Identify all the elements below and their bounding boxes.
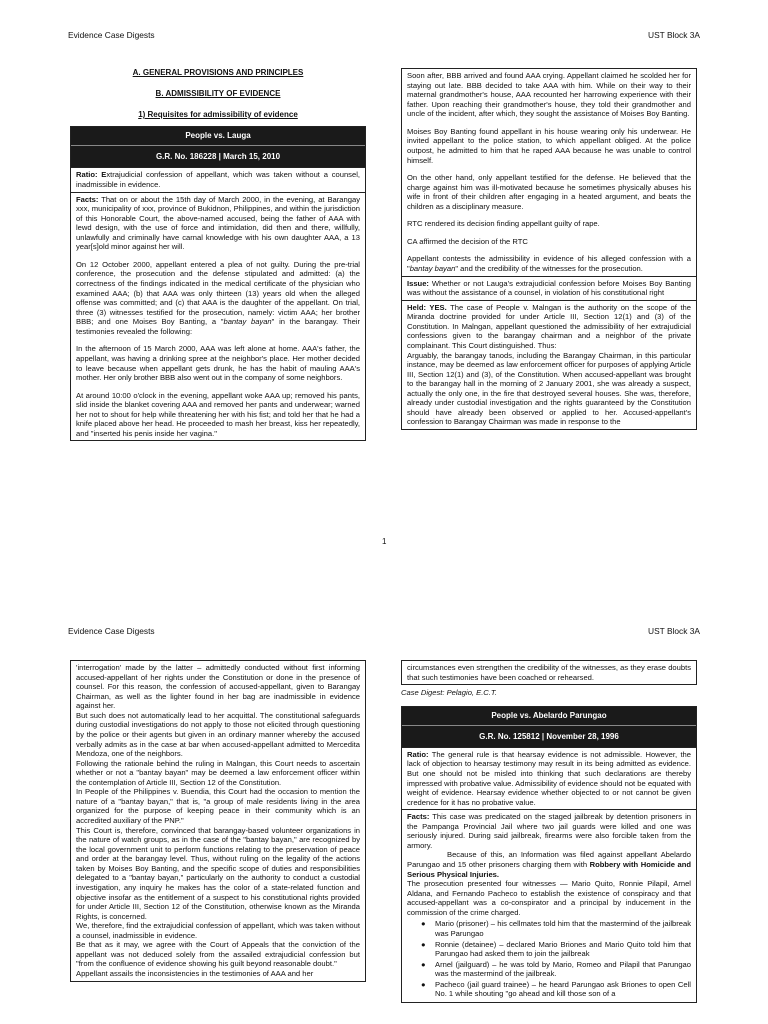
held-cont-para-8: Appellant assails the inconsistencies in the testimonies of AAA and her (76, 969, 314, 978)
held-cont-para-1: 'interrogation' made by the latter – admittedly conducted without first informing accused-appellant of her rights under the Constitution or done in the presence of counsel. For this reason, the confession of accused-appellant, given to Barangay Chairman, as well as the lighter found in her bag are inadmissible in evidence against her. (76, 663, 360, 711)
held-para-1: The case of People v. Malngan is the authority on the scope of the Miranda doctrine provided for under Article III, Section 12(1) and (3) of the Constitution. In Malngan, appellant questioned the admissibility of her extrajudicial confessions given to the barangay chairman and a neighbor of the private complainant. This Court distinguished. Thus: (407, 302, 692, 350)
narrative-para-2: Moises Boy Banting found appellant in his house wearing only his underwear. He invited appellant to the police station, to which appellant obliged. At the police outpost, he admitted to him that he raped AAA because he was unable to control himself. (407, 126, 691, 165)
facts-2-charge: Robbery with Homicide and Serious Physical Injuries. (407, 860, 692, 879)
facts-para-3: In the afternoon of 15 March 2000, AAA was left alone at home. AAA's father, the appellant, was having a drinking spree at the neighbor's place. Her mother decided to leave because when appellant gets drunk, he has the habit of mauling AAA's mother. Her only brother BBB also went out in the company of some neighbors. (76, 344, 360, 383)
running-header-left: Evidence Case Digests (68, 30, 155, 40)
facts-para-4: At around 10:00 o'clock in the evening, appellant woke AAA up; removed his pants, slid inside the blanket covering AAA and removed her pants and underwear; warned her not to shout for help while threatening her with his fist; and told her that he had a knife placed above her head. He proceeded to mash her breast, kiss her repeatedly, and "inserted his penis inside her vagina." (76, 390, 360, 438)
page-2-left-column (70, 660, 366, 982)
conclusion-text: circumstances even strengthen the credibility of the witnesses, as they erase doubts that such testimonies have been coached or rehearsed. (407, 663, 691, 682)
ratio-text-2: The general rule is that hearsay evidence is not admissible. However, the lack of objection to hearsay testimony may result in its being admitted as evidence. But one should not be misled into thinking that such declarations are thereby impressed with probative value. Admissibility of evidence should not be equated with weight of evidence. Hearsay evidence whether objected to or not cannot be given credence for it has no probative value. (407, 749, 691, 807)
held-box (401, 301, 697, 430)
narrative-para-1: Soon after, BBB arrived and found AAA crying. Appellant claimed he scolded her for staying out late. BBB decided to take AAA with him. While on their way to their maternal grandmother's house, AAA recounted her harrowing experience with their father. Upon reaching their grandmother's house, they told their grandmother and uncle of the incident, after which, they sought the assistance of Moises Boy Banting. (407, 71, 691, 119)
conclusion-box (401, 660, 697, 685)
contest-text: Appellant contests the admissibility in evidence of his alleged confession with a " (407, 254, 691, 273)
issue-label: Issue: (407, 278, 429, 288)
ratio-label: Ratio: E (76, 170, 107, 180)
facts-2-para-3: The prosecution presented four witnesses — Mario Quito, Ronnie Pilapil, Arnel Aldana, and Fernando Pacheco to establish the existence of conspiracy and that accused-appellant was a co-conspirator and a principal by inducement in the commission of the crime charged. (407, 879, 691, 917)
contest-italic: bantay bayan (409, 264, 456, 273)
running-header-right-2: UST Block 3A (648, 626, 700, 636)
ratio-label-2: Ratio: (407, 749, 429, 759)
bullet-dot: ● (421, 919, 426, 929)
section-title-requisites: 1) Requisites for admissibility of evidence (138, 110, 298, 120)
held-continued-box (70, 660, 366, 982)
facts-para-2-end: " in the barangay. Their testimonies revealed the following: (76, 317, 361, 336)
page-1-right-column (401, 68, 697, 430)
bullet-dot: ● (421, 979, 426, 989)
contest-text-end: " and the credibility of the witnesses for the prosecution. (455, 264, 643, 273)
bullet-dot: ● (421, 959, 426, 969)
section-title-admissibility: B. ADMISSIBILITY OF EVIDENCE (155, 89, 281, 99)
facts-box-2 (401, 810, 697, 1003)
list-item: ● Pacheco (jail guard trainee) – he heard Parungao ask Briones to open Cell No. 1 while shouting "go ahead and kill those son of a (421, 979, 691, 999)
facts-2-para-1: This case was predicated on the staged jailbreak by detention prisoners in the Pampanga Provincial Jail where two jail guards were killed and one was seriously injured. During said jailbreak, firearms were also forcible taken from the armory. (407, 812, 691, 850)
page-2-right-column (401, 660, 697, 1003)
case-header-lauga (70, 126, 366, 168)
list-item: ● Ronnie (detainee) – declared Mario Briones and Mario Quito told him that Parungao had asked them to join the jailbreak (421, 939, 691, 959)
case-docket-2: G.R. No. 125812 | November 28, 1996 (402, 725, 696, 747)
held-cont-para-2: But such does not automatically lead to her acquittal. The constitutional safeguards during custodial investigations do not apply to those not elicited through questioning by the police or their agents but given in an ordinary manner whereby the accused verbally admits as in the case at bar when accused-appellant admitted to Mercedita Mendoza, one of the neighbors. (76, 710, 360, 759)
running-header-left-2: Evidence Case Digests (68, 626, 155, 636)
digest-author: Case Digest: Pelagio, E.C.T. (401, 688, 497, 698)
bullet-dot: ● (421, 939, 426, 949)
facts-2-para-2: Because of this, an Information was filed against appellant Abelardo Parungao and 15 other prisoners charging them with (407, 850, 691, 870)
section-title-general-provisions: A. GENERAL PROVISIONS AND PRINCIPLES (132, 68, 304, 77)
page-2 (0, 604, 768, 1024)
held-para-2: Arguably, the barangay tanods, including the Barangay Chairman, in this particular instance, may be deemed as law enforcement officer for purposes of applying Article III, Section 12(1) and (3), of the Constitution. When accused-appellant was brought to the barangay hall in the morning of 2 January 2001, she was already a suspect, actually the only one, in the fire that destroyed several houses. She was, therefore, already under custodial investigation and the rights guaranteed by the Constitution should have already been observed or applied to her. Accused-appellant's confession to Barangay Chairman was made in response to the (407, 350, 691, 427)
issue-text: Whether or not Lauga's extrajudicial confession before Moises Boy Banting was without the assistance of a counsel, in violation of his constitutional right (407, 278, 691, 298)
facts-para-2: On 12 October 2000, appellant entered a plea of not guilty. During the pre-trial conference, the prosecution and the defense stipulated and admitted: (a) the correctness of the findings indicated in the medical certificate of the physician who examined AAA; (b) that AAA was only thirteen (13) years old when the alleged offense was committed; and (c) that AAA is the daughter of the appellant. On trial, three (3) witnesses testified for the prosecution, namely: victim AAA; her brother BBB; and one Moises Boy Banting, a " (76, 259, 360, 327)
case-header-parungao (401, 706, 697, 748)
facts-box (70, 193, 366, 442)
facts-para-1: That on or about the 15th day of March 2000, in the evening, at Barangay xxx, municipality of xxx, province of Bukidnon, Philippines, and within the jurisdiction of this Honorable Court, the above-named accused, being the father of AAA with lewd design, with the use of force and intimidation, did then and there, willfully, unlawfully and criminally have carnal knowledge with his own daughter AAA, a 13 year[s]old minor against her will. (76, 194, 360, 252)
held-cont-para-6: We, therefore, find the extrajudicial confession of appellant, which was taken without a counsel, inadmissible in evidence. (76, 921, 360, 940)
narrative-para-3: On the other hand, only appellant testified for the defense. He believed that the charge against him was ill-motivated because he sometimes physically abuses his wife in front of their children after engaging in a heated argument, and beats the children as a disciplinary measure. (407, 173, 691, 211)
page-1-left-column (70, 68, 366, 441)
ratio-box (70, 168, 366, 192)
held-cont-para-4: In People of the Philippines v. Buendia, this Court had the occasion to mention the nature of a "bantay bayan," that is, "a group of male residents living in the area organized for the purpose of keeping peace in their community which is an accredited auxiliary of the PNP." (76, 787, 360, 825)
witness-list (407, 919, 691, 999)
list-item: ● Mario (prisoner) – his cellmates told him that the mastermind of the jailbreak was Parungao (421, 919, 691, 938)
running-header-right: UST Block 3A (648, 30, 700, 40)
held-cont-para-5: This Court is, therefore, convinced that barangay-based volunteer organizations in the nature of watch groups, as in the case of the "bantay bayan," are recognized by the local government unit to perform functions relating to the preservation of peace and order at the barangay level. Thus, without ruling on the legality of the actions taken by Moises Boy Banting, and the specific scope of duties and responsibilities delegated to a "bantay bayan," particularly on the authority to conduct a custodial investigation, any inquiry he makes has the color of a state-related function and objective insofar as the entitlement of a suspect to his constitutional rights provided for under Article III, Section 12 of the Constitution, otherwise known as the Miranda Rights, is concerned. (76, 825, 360, 921)
held-label: Held: YES. (407, 302, 447, 312)
narrative-para-4: RTC rendered its decision finding appellant guilty of rape. (407, 219, 600, 229)
issue-box (401, 277, 697, 301)
narrative-para-5: CA affirmed the decision of the RTC (407, 236, 528, 246)
case-name: People vs. Lauga (185, 131, 251, 141)
case-docket: G.R. No. 186228 | March 15, 2010 (71, 145, 365, 167)
facts-para-2-italic: bantay bayan (223, 317, 272, 327)
ratio-text: xtrajudicial confession of appellant, which was taken without a counsel, inadmissible in evidence. (76, 170, 360, 189)
held-cont-para-7: Be that as it may, we agree with the Court of Appeals that the conviction of the appellant was not deduced solely from the assailed extrajudicial confession but "from the confluence of evidence showing his guilt beyond reasonable doubt." (76, 940, 360, 969)
page-number: 1 (382, 537, 387, 546)
facts-label-2: Facts: (407, 812, 430, 822)
held-cont-para-3: Following the rationale behind the ruling in Malngan, this Court needs to ascertain whether or not a "bantay bayan" may be deemed a law enforcement officer within the contemplation of Article III, Section 12 of the Constitution. (76, 758, 360, 787)
list-item: ● Arnel (jailguard) – he was told by Mario, Romeo and Pilapil that Parungao was the mastermind of the jailbreak. (421, 959, 691, 979)
case-name-2: People vs. Abelardo Parungao (491, 710, 607, 720)
narrative-box (401, 68, 697, 277)
facts-label: Facts: (76, 194, 99, 204)
ratio-box-2 (401, 748, 697, 810)
